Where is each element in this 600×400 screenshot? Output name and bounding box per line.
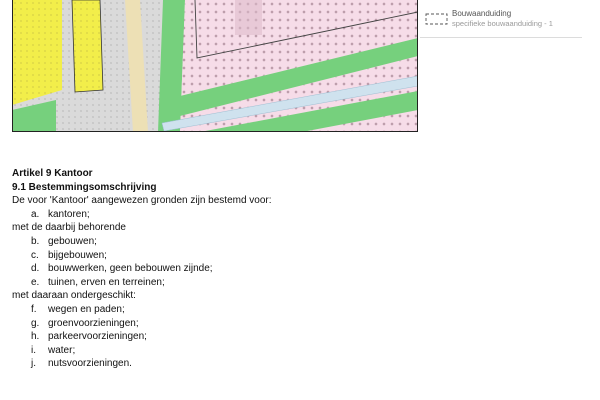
zoning-map <box>12 0 418 132</box>
list-text: parkeervoorzieningen; <box>48 331 147 343</box>
list-letter: b. <box>31 235 40 247</box>
list-item <box>12 262 572 276</box>
legend-label: Bouwaanduiding <box>452 9 512 18</box>
list-letter: j. <box>31 358 36 370</box>
list-item <box>12 208 572 222</box>
list-text: tuinen, erven en terreinen; <box>48 276 165 288</box>
yellow-zone-left <box>12 0 62 105</box>
list-item <box>12 330 572 344</box>
section-heading: 9.1 Bestemmingsomschrijving <box>12 181 157 193</box>
yellow-zone-block <box>72 0 103 92</box>
list-item <box>12 276 572 290</box>
list-text: gebouwen; <box>48 235 97 247</box>
list-text: groenvoorzieningen; <box>48 317 139 329</box>
article-title: Artikel 9 Kantoor <box>12 168 93 179</box>
list-letter: h. <box>31 331 40 343</box>
list-item <box>12 357 572 371</box>
list-text: wegen en paden; <box>48 303 125 315</box>
list-letter: g. <box>31 317 40 329</box>
list-letter: f. <box>31 303 37 315</box>
list-item <box>12 303 572 317</box>
list-letter: i. <box>31 344 36 356</box>
legend-sublabel: specifieke bouwaanduiding - 1 <box>452 19 553 28</box>
article-body <box>12 167 572 371</box>
map-legend <box>420 0 582 38</box>
list-text: nutsvoorzieningen. <box>48 358 132 370</box>
list-item <box>12 344 572 358</box>
list-text: kantoren; <box>48 208 90 220</box>
list-text: bouwwerken, geen bebouwen zijnde; <box>48 263 213 275</box>
pink-zone-block <box>235 0 262 35</box>
list-letter: e. <box>31 276 40 288</box>
list-item <box>12 235 572 249</box>
list-text: bijgebouwen; <box>48 249 107 261</box>
list-item <box>12 317 572 331</box>
list-letter: d. <box>31 263 40 275</box>
list-letter: a. <box>31 208 40 220</box>
sub-label: met daaraan ondergeschikt: <box>12 290 136 302</box>
list-text: water; <box>48 344 76 356</box>
dashed-box-icon <box>425 12 449 26</box>
list-item <box>12 249 572 263</box>
with-label: met de daarbij behorende <box>12 222 126 234</box>
list-letter: c. <box>31 249 39 261</box>
intro-text: De voor 'Kantoor' aangewezen gronden zijn bestemd voor: <box>12 195 272 207</box>
